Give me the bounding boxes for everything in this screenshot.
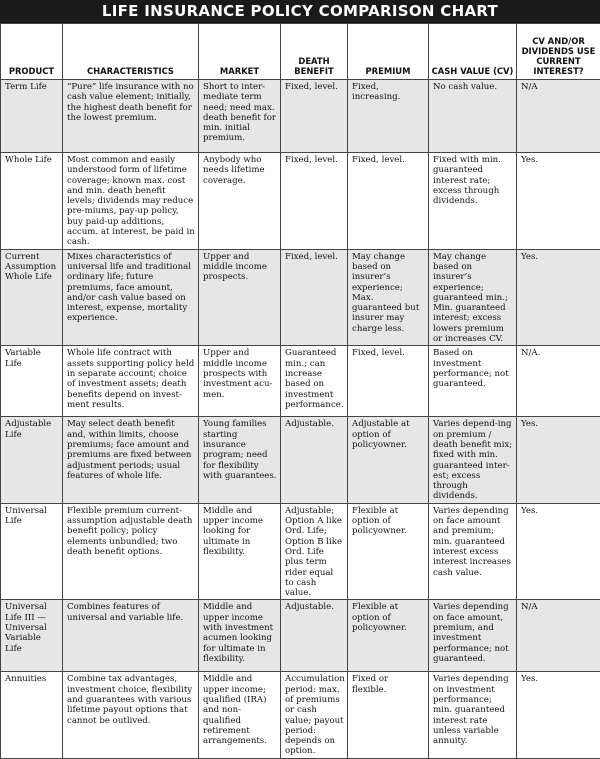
table-row xyxy=(1,417,600,503)
table-row xyxy=(1,249,600,346)
header-cash-value: CASH VALUE (CV) xyxy=(429,24,517,80)
market-cell: Upper and middle income prospects. xyxy=(199,249,281,346)
current-interest-cell: N/A xyxy=(517,80,600,153)
header-product: PRODUCT xyxy=(1,24,63,80)
current-interest-cell: N/A. xyxy=(517,346,600,417)
market-cell: Upper and middle income prospects with investment acu-men. xyxy=(199,346,281,417)
market-cell: Middle and upper income; qualified (IRA) and non-qualified retirement arrangements. xyxy=(199,672,281,758)
current-interest-cell: Yes. xyxy=(517,249,600,346)
cash-value-cell: Varies depending on face amount and premium; min. guaranteed interest excess interest increases cash value. xyxy=(429,503,517,600)
product-cell: Variable Life xyxy=(1,346,63,417)
chart-title: LIFE INSURANCE POLICY COMPARISON CHART xyxy=(0,0,600,23)
header-characteristics: CHARACTERISTICS xyxy=(63,24,199,80)
current-interest-cell: Yes. xyxy=(517,153,600,250)
death-benefit-cell: Fixed, level. xyxy=(281,249,348,346)
cash-value-cell: Fixed with min. guaranteed interest rate; excess through dividends. xyxy=(429,153,517,250)
header-row xyxy=(1,24,600,80)
current-interest-cell: Yes. xyxy=(517,503,600,600)
cash-value-cell: Varies depending on face amount, premium, and investment performance; not guaranteed. xyxy=(429,600,517,672)
premium-cell: Flexible at option of policyowner. xyxy=(348,503,429,600)
table-row xyxy=(1,600,600,672)
cash-value-cell: May change based on insurer’s experience; guaranteed min.; Min. guaranteed interest; excess lowers premium or increases CV. xyxy=(429,249,517,346)
table-row xyxy=(1,503,600,600)
table-row xyxy=(1,672,600,758)
death-benefit-cell: Guaranteed min.; can increase based on investment performance. xyxy=(281,346,348,417)
current-interest-cell: Yes. xyxy=(517,417,600,503)
header-premium: PREMIUM xyxy=(348,24,429,80)
premium-cell: Fixed or flexible. xyxy=(348,672,429,758)
product-cell: Current Assumption Whole Life xyxy=(1,249,63,346)
table-row xyxy=(1,346,600,417)
death-benefit-cell: Adjustable. xyxy=(281,417,348,503)
product-cell: Term Life xyxy=(1,80,63,153)
header-current-interest: CV AND/OR DIVIDENDS USE CURRENT INTEREST? xyxy=(517,24,600,80)
characteristics-cell: Mixes characteristics of universal life and traditional ordinary life; future premiums, face amount, and/or cash value based on interest, expense, mortality experience. xyxy=(63,249,199,346)
cash-value-cell: Based on investment performance; not guaranteed. xyxy=(429,346,517,417)
cash-value-cell: Varies depend-ing on premium / death benefit mix; fixed with min. guaranteed inter-est; excess through dividends. xyxy=(429,417,517,503)
premium-cell: Fixed, level. xyxy=(348,346,429,417)
product-cell: Universal Life xyxy=(1,503,63,600)
market-cell: Middle and upper income with investment acumen looking for ultimate in flexibility. xyxy=(199,600,281,672)
characteristics-cell: “Pure” life insurance with no cash value element; initially, the highest death benefit for the lowest premium. xyxy=(63,80,199,153)
death-benefit-cell: Adjustable; Option A like Ord. Life; Option B like Ord. Life plus term rider equal to cash value. xyxy=(281,503,348,600)
characteristics-cell: Whole life contract with assets supporting policy held in separate account; choice of investment assets; death benefits depend on invest-ment results. xyxy=(63,346,199,417)
product-cell: Annuities xyxy=(1,672,63,758)
market-cell: Anybody who needs lifetime coverage. xyxy=(199,153,281,250)
product-cell: Adjustable Life xyxy=(1,417,63,503)
premium-cell: May change based on insurer’s experience; Max. guaranteed but insurer may charge less. xyxy=(348,249,429,346)
cash-value-cell: No cash value. xyxy=(429,80,517,153)
table-row xyxy=(1,80,600,153)
death-benefit-cell: Fixed, level. xyxy=(281,153,348,250)
market-cell: Middle and upper income looking for ultimate in flexibility. xyxy=(199,503,281,600)
premium-cell: Flexible at option of policyowner. xyxy=(348,600,429,672)
header-market: MARKET xyxy=(199,24,281,80)
current-interest-cell: N/A xyxy=(517,600,600,672)
header-death-benefit: DEATH BENEFIT xyxy=(281,24,348,80)
product-cell: Universal Life III — Universal Variable Life xyxy=(1,600,63,672)
current-interest-cell: Yes. xyxy=(517,672,600,758)
characteristics-cell: Combine tax advantages, investment choice, flexibility and guarantees with various lifetime payout options that cannot be outlived. xyxy=(63,672,199,758)
comparison-table xyxy=(0,23,600,759)
characteristics-cell: Combines features of universal and variable life. xyxy=(63,600,199,672)
table-row xyxy=(1,153,600,250)
death-benefit-cell: Adjustable. xyxy=(281,600,348,672)
death-benefit-cell: Fixed, level. xyxy=(281,80,348,153)
market-cell: Young families starting insurance program; need for flexibility with guarantees. xyxy=(199,417,281,503)
characteristics-cell: May select death benefit and, within limits, choose premiums; face amount and premiums are fixed between adjustment periods; usual features of whole life. xyxy=(63,417,199,503)
death-benefit-cell: Accumulation period: max. of premiums or cash value; payout period: depends on option. xyxy=(281,672,348,758)
characteristics-cell: Most common and easily understood form of lifetime coverage; known max. cost and min. death benefit levels; dividends may reduce pre-miums, pay-up policy, buy paid-up additions, accum. at interest, be paid in cash. xyxy=(63,153,199,250)
cash-value-cell: Varies depending on investment performance; min. guaranteed interest rate unless variable annuity. xyxy=(429,672,517,758)
characteristics-cell: Flexible premium current-assumption adjustable death benefit policy; policy elements unbundled; two death benefit options. xyxy=(63,503,199,600)
market-cell: Short to inter-mediate term need; need max. death benefit for min. initial premium. xyxy=(199,80,281,153)
product-cell: Whole Life xyxy=(1,153,63,250)
premium-cell: Adjustable at option of policyowner. xyxy=(348,417,429,503)
premium-cell: Fixed, level. xyxy=(348,153,429,250)
premium-cell: Fixed, increasing. xyxy=(348,80,429,153)
